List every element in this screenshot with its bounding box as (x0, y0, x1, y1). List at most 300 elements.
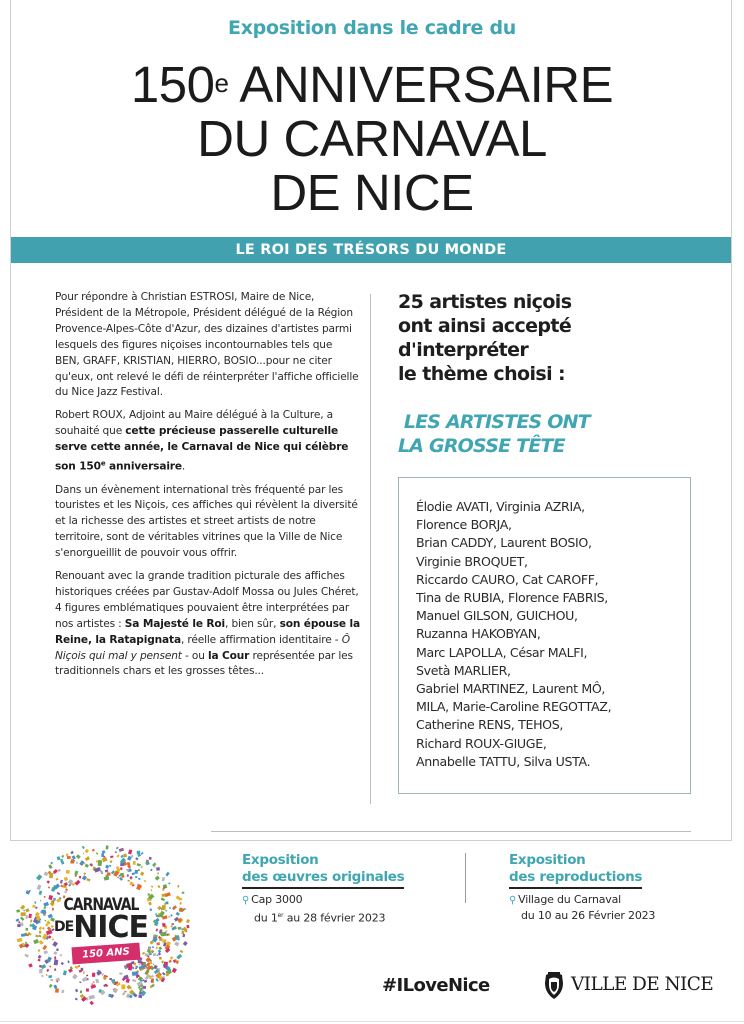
confetti-piece (170, 956, 174, 960)
confetti-piece (34, 901, 36, 903)
confetti-piece (148, 902, 152, 906)
confetti-piece (89, 995, 95, 1000)
confetti-piece (138, 869, 140, 871)
p2-period: . (181, 460, 186, 473)
theme-line: LES ARTISTES ONT (398, 411, 590, 433)
confetti-piece (172, 968, 177, 974)
confetti-piece (75, 880, 81, 886)
confetti-piece (42, 975, 44, 977)
confetti-piece (157, 885, 160, 888)
confetti-piece (32, 905, 35, 908)
confetti-piece (135, 876, 137, 878)
theme-title (398, 410, 698, 458)
confetti-piece (75, 998, 78, 1001)
confetti-piece (157, 872, 159, 874)
confetti-piece (156, 867, 160, 871)
logo-de-nice-text (46, 912, 156, 947)
ville-de-nice-wordmark: VILLE DE NICE (571, 974, 714, 995)
confetti-piece (169, 960, 172, 963)
confetti-piece (70, 861, 74, 864)
artists-heading-line: 25 artistes niçois (398, 291, 572, 313)
p4-text-i: représentée par les traditionnels chars et les grosses têtes... (55, 649, 353, 678)
artist-line: Svetà MARLIER, (416, 662, 511, 678)
exhibition-title-line: des reproductions (509, 869, 642, 889)
logo-de: DE (54, 919, 74, 935)
confetti-piece (21, 912, 26, 916)
confetti-piece (138, 878, 141, 880)
exhibition-place-text: Cap 3000 (251, 893, 303, 906)
confetti-piece (28, 914, 31, 919)
confetti-piece (76, 854, 81, 859)
confetti-piece (101, 853, 104, 857)
confetti-piece (38, 876, 40, 878)
confetti-piece (82, 846, 85, 849)
confetti-piece (143, 962, 146, 965)
page-title (0, 58, 744, 220)
confetti-piece (53, 951, 57, 955)
confetti-piece (127, 880, 129, 882)
confetti-piece (39, 891, 43, 895)
confetti-piece (96, 852, 98, 855)
confetti-piece (170, 925, 173, 928)
confetti-piece (157, 973, 160, 976)
artist-line: Tina de RUBIA, Florence FABRIS, (416, 590, 608, 606)
confetti-piece (57, 856, 61, 860)
location-pin-icon: ⚲ (242, 895, 250, 906)
confetti-piece (20, 917, 24, 922)
confetti-piece (108, 994, 112, 998)
confetti-piece (23, 910, 25, 912)
confetti-piece (148, 894, 151, 896)
confetti-piece (46, 880, 49, 883)
confetti-piece (162, 877, 165, 881)
p2-ordinal: e (100, 459, 106, 468)
theme-line: LA GROSSE TÊTE (398, 435, 565, 457)
artist-line: Richard ROUX-GIUGE, (416, 735, 547, 751)
confetti-piece (162, 972, 165, 975)
confetti-piece (16, 909, 20, 913)
confetti-piece (157, 942, 160, 945)
confetti-piece (26, 928, 29, 931)
confetti-piece (39, 926, 43, 930)
exhibition-place-text: Village du Carnaval (518, 893, 621, 906)
confetti-piece (165, 910, 167, 912)
confetti-piece (89, 1001, 94, 1006)
confetti-piece (153, 953, 157, 956)
confetti-piece (186, 919, 190, 923)
artists-heading-line: d'interpréter (398, 339, 529, 361)
confetti-piece (48, 895, 53, 900)
section-divider (211, 831, 691, 832)
confetti-piece (138, 994, 142, 998)
p2-text: Robert ROUX, Adjoint au Maire délégué à la Culture, a souhaité que (55, 409, 334, 438)
artist-line: Riccardo CAURO, Cat CAROFF, (416, 571, 599, 587)
confetti-piece (176, 954, 182, 960)
p4-text-a: Renouant avec la grande tradition picturale des affiches historiques créées par Gustav-Adolf Mossa ou Jules Chéret, 4 figures emblématiques pouvaient être interprétées par nos artistes : (55, 570, 359, 630)
p2-bold-end: anniversaire (105, 460, 182, 473)
confetti-piece (92, 981, 95, 984)
confetti-piece (17, 938, 23, 943)
confetti-piece (56, 878, 59, 881)
confetti-piece (116, 854, 119, 857)
confetti-piece (135, 870, 139, 874)
confetti-piece (162, 939, 166, 943)
subtitle-band: LE ROI DES TRÉSORS DU MONDE (11, 237, 731, 263)
confetti-piece (142, 952, 145, 955)
confetti-piece (61, 990, 64, 994)
confetti-piece (123, 853, 127, 857)
p2-bold: cette précieuse passerelle culturelle serve cette année, le Carnaval de Nice qui célèbre son 150 (55, 425, 349, 473)
artist-line: Manuel GILSON, GUICHOU, (416, 608, 578, 624)
confetti-piece (90, 984, 96, 989)
confetti-piece (30, 919, 33, 922)
artist-line: Virginie BROQUET, (416, 553, 528, 569)
confetti-piece (150, 869, 153, 872)
confetti-piece (75, 989, 78, 992)
confetti-piece (122, 992, 126, 996)
confetti-piece (150, 909, 152, 911)
confetti-piece (54, 956, 56, 959)
confetti-piece (182, 934, 185, 938)
confetti-piece (115, 851, 117, 853)
city-crest-icon (542, 971, 566, 1001)
confetti-piece (162, 923, 166, 927)
exhibition-title-line: des œuvres originales (242, 869, 404, 889)
title-number: 150 (130, 56, 215, 113)
confetti-piece (109, 865, 112, 867)
exhibition-divider (465, 853, 466, 903)
confetti-piece (187, 925, 190, 928)
confetti-piece (106, 845, 109, 849)
exhibition-date-ordinal: er (277, 912, 284, 919)
confetti-piece (92, 973, 95, 977)
confetti-piece (61, 855, 64, 858)
confetti-piece (54, 968, 56, 970)
confetti-piece (120, 855, 123, 858)
confetti-piece (161, 897, 165, 901)
confetti-piece (183, 941, 188, 946)
confetti-piece (46, 969, 49, 972)
confetti-piece (165, 892, 171, 897)
exhibition-place (242, 892, 442, 908)
confetti-piece (50, 979, 53, 982)
confetti-piece (117, 876, 119, 878)
confetti-piece (119, 848, 124, 852)
exhibition-place (509, 892, 719, 908)
confetti-piece (39, 969, 42, 973)
confetti-piece (105, 865, 109, 869)
title-line-1 (0, 58, 744, 112)
p4-text-c: , bien sûr, (225, 617, 280, 630)
artist-line: Brian CADDY, Laurent BOSIO, (416, 535, 592, 551)
confetti-piece (82, 977, 88, 982)
confetti-piece (176, 912, 180, 916)
confetti-piece (72, 855, 76, 860)
p4-text-e: , réelle affirmation identitaire - (180, 633, 342, 646)
confetti-piece (66, 870, 70, 874)
confetti-piece (180, 950, 184, 953)
artist-line: Ruzanna HAKOBYAN, (416, 626, 541, 642)
confetti-piece (80, 990, 82, 993)
confetti-piece (161, 932, 167, 936)
confetti-piece (49, 966, 51, 968)
confetti-piece (158, 950, 161, 954)
column-divider (370, 294, 371, 804)
confetti-piece (144, 880, 147, 883)
p4-reine: son épouse la Reine, la Ratapignata (55, 617, 360, 646)
confetti-piece (155, 978, 158, 982)
confetti-piece (165, 872, 169, 877)
artists-heading-line: le thème choisi : (398, 363, 565, 385)
confetti-piece (76, 862, 78, 864)
p4-motto: Ô Niçois qui mal y pensent (55, 633, 350, 662)
intro-column (55, 290, 360, 687)
artists-heading (398, 290, 698, 386)
confetti-piece (179, 902, 181, 905)
confetti-piece (53, 869, 58, 874)
artist-line: Marc LAPOLLA, César MALFI, (416, 644, 588, 660)
artist-line: Gabriel MARTINEZ, Laurent MÔ, (416, 681, 606, 697)
confetti-piece (83, 853, 84, 855)
confetti-piece (101, 973, 104, 976)
confetti-piece (83, 971, 85, 974)
confetti-piece (151, 985, 154, 987)
logo-carnaval-text: CARNAVAL (63, 895, 139, 915)
confetti-piece (37, 884, 42, 890)
confetti-piece (44, 896, 46, 898)
confetti-piece (38, 955, 42, 959)
confetti-piece (92, 849, 95, 852)
confetti-piece (127, 874, 129, 877)
confetti-piece (74, 870, 78, 875)
confetti-piece (54, 960, 59, 966)
confetti-piece (59, 954, 62, 957)
artist-line: Annabelle TATTU, Silva USTA. (416, 753, 591, 769)
confetti-piece (121, 985, 125, 990)
confetti-piece (24, 954, 29, 958)
artist-line: MILA, Marie-Caroline REGOTTAZ, (416, 699, 612, 715)
artist-line: Catherine RENS, TEHOS, (416, 717, 564, 733)
confetti-piece (85, 864, 89, 868)
confetti-piece (48, 975, 52, 978)
confetti-piece (104, 876, 110, 881)
confetti-piece (110, 856, 113, 858)
confetti-piece (38, 949, 41, 952)
confetti-piece (168, 882, 170, 884)
confetti-piece (142, 986, 146, 989)
hashtag-ilovenice: #ILoveNice (382, 975, 490, 996)
confetti-piece (64, 877, 68, 881)
confetti-piece (46, 974, 48, 976)
confetti-piece (168, 916, 171, 918)
exhibition-date-b: au 28 février 2023 (283, 911, 386, 925)
paragraph-3: Dans un évènement international très fréquenté par les touristes et les Niçois, ces affiches qui révèlent la diversité et la richesse des artistes et street artists de notre territoire, sont de véritables vitrines que la Ville de Nice s'enorgueillit de pouvoir vous offrir. (55, 483, 358, 560)
confetti-piece (70, 851, 73, 854)
confetti-piece (157, 906, 162, 911)
confetti-piece (56, 948, 59, 951)
confetti-piece (141, 965, 145, 968)
confetti-piece (49, 873, 53, 879)
confetti-piece (39, 940, 44, 945)
confetti-piece (50, 862, 53, 865)
confetti-piece (151, 885, 154, 888)
artists-heading-line: ont ainsi accepté (398, 315, 572, 337)
artist-line: Florence BORJA, (416, 517, 512, 533)
confetti-piece (67, 960, 69, 963)
confetti-piece (181, 931, 184, 935)
confetti-piece (63, 970, 67, 975)
confetti-piece (44, 950, 48, 954)
confetti-piece (120, 873, 124, 876)
exhibition-date (509, 908, 719, 923)
confetti-piece (79, 981, 81, 983)
confetti-piece (86, 878, 90, 881)
confetti-piece (60, 885, 63, 888)
title-line-1-text: ANNIVERSAIRE (228, 56, 614, 113)
confetti-piece (137, 863, 141, 866)
confetti-piece (135, 966, 138, 968)
confetti-piece (49, 984, 53, 988)
exhibition-reproductions (509, 852, 719, 923)
confetti-piece (86, 988, 89, 991)
confetti-piece (79, 860, 84, 865)
confetti-piece (38, 959, 41, 962)
confetti-piece (82, 875, 87, 880)
location-pin-icon: ⚲ (509, 895, 517, 906)
kicker-heading: Exposition dans le cadre du (228, 17, 516, 39)
confetti-piece (138, 963, 140, 965)
title-line-2: DU CARNAVAL (197, 110, 547, 167)
confetti-piece (143, 979, 145, 981)
confetti-piece (169, 907, 171, 909)
confetti-piece (53, 985, 57, 989)
confetti-piece (48, 886, 51, 889)
confetti-piece (109, 978, 112, 981)
confetti-piece (42, 927, 45, 930)
confetti-piece (153, 964, 154, 966)
confetti-piece (61, 962, 64, 965)
p4-roi: Sa Majesté le Roi (124, 617, 226, 630)
confetti-piece (98, 860, 102, 866)
confetti-piece (35, 935, 39, 938)
confetti-piece (128, 849, 132, 854)
confetti-piece (102, 857, 108, 862)
confetti-piece (43, 902, 49, 907)
confetti-piece (25, 942, 27, 944)
confetti-piece (165, 902, 168, 905)
confetti-piece (86, 975, 88, 977)
confetti-piece (40, 900, 41, 902)
paragraph-1: Pour répondre à Christian ESTROSI, Maire de Nice, Président de la Métropole, Président délégué de la Région Provence-Alpes-Côte d'Azur, des dizaines d'artistes parmi lesquels des figures niçoises incontournables tels que BEN, GRAFF, KRISTIAN, HIERRO, BOSIO...pour ne citer qu'eux, ont relevé le défi de réinterpréter l'affiche officielle du Nice Jazz Festival. (55, 291, 359, 399)
confetti-piece (182, 892, 185, 894)
confetti-piece (85, 849, 89, 853)
confetti-piece (124, 991, 126, 993)
confetti-piece (107, 872, 111, 875)
confetti-piece (147, 956, 149, 958)
confetti-piece (150, 889, 152, 891)
confetti-piece (48, 864, 52, 869)
logo-ribbon-150-ans: 150 ANS (71, 943, 140, 965)
p4-text-g: - ou (181, 649, 209, 662)
confetti-piece (177, 885, 179, 888)
confetti-piece (149, 857, 152, 860)
confetti-piece (170, 914, 172, 916)
confetti-piece (44, 872, 49, 877)
confetti-piece (33, 939, 39, 944)
bottom-edge (0, 1021, 744, 1022)
p4-cour: la Cour (208, 649, 250, 662)
title-ordinal: e (214, 68, 229, 98)
exhibition-title (509, 852, 719, 889)
confetti-piece (158, 946, 162, 950)
confetti-piece (39, 935, 42, 938)
exhibition-title (242, 852, 442, 889)
confetti-piece (83, 863, 85, 865)
paragraph-4 (55, 569, 360, 680)
confetti-piece (132, 872, 136, 875)
logo-nice: NICE (73, 910, 148, 945)
confetti-piece (17, 924, 20, 927)
confetti-piece (152, 862, 156, 866)
exhibition-title-line: Exposition (509, 852, 586, 868)
confetti-piece (52, 908, 54, 911)
confetti-piece (132, 979, 136, 982)
confetti-piece (142, 989, 143, 991)
confetti-piece (57, 869, 61, 872)
confetti-piece (179, 908, 183, 912)
confetti-piece (72, 974, 78, 980)
confetti-piece (67, 856, 71, 859)
confetti-piece (113, 988, 118, 994)
confetti-piece (35, 906, 38, 909)
confetti-piece (141, 852, 144, 855)
confetti-piece (28, 963, 33, 967)
confetti-piece (109, 860, 112, 863)
exhibition-date-a: du 10 au 26 Février 2023 (521, 909, 656, 922)
title-line-3: DE NICE (270, 164, 474, 221)
confetti-piece (79, 876, 81, 878)
confetti-piece (171, 923, 174, 925)
confetti-piece (95, 979, 99, 984)
confetti-piece (105, 869, 109, 872)
confetti-piece (137, 851, 141, 855)
exhibition-title-line: Exposition (242, 852, 319, 868)
confetti-piece (159, 938, 163, 941)
confetti-piece (120, 867, 122, 870)
confetti-piece (119, 973, 122, 975)
artists-list (416, 498, 691, 771)
confetti-piece (135, 857, 138, 860)
confetti-piece (133, 861, 136, 865)
exhibition-originals (242, 852, 442, 926)
confetti-piece (162, 905, 166, 910)
paragraph-2 (55, 408, 360, 475)
confetti-piece (163, 964, 166, 966)
confetti-piece (140, 866, 143, 869)
confetti-piece (55, 988, 59, 993)
confetti-piece (74, 966, 78, 969)
confetti-piece (20, 905, 25, 910)
confetti-piece (116, 847, 119, 850)
confetti-piece (60, 880, 63, 884)
confetti-piece (41, 964, 47, 969)
confetti-piece (174, 941, 179, 946)
confetti-piece (25, 908, 29, 912)
confetti-piece (39, 931, 42, 934)
confetti-piece (136, 884, 141, 890)
confetti-piece (140, 871, 144, 876)
confetti-piece (132, 967, 134, 970)
